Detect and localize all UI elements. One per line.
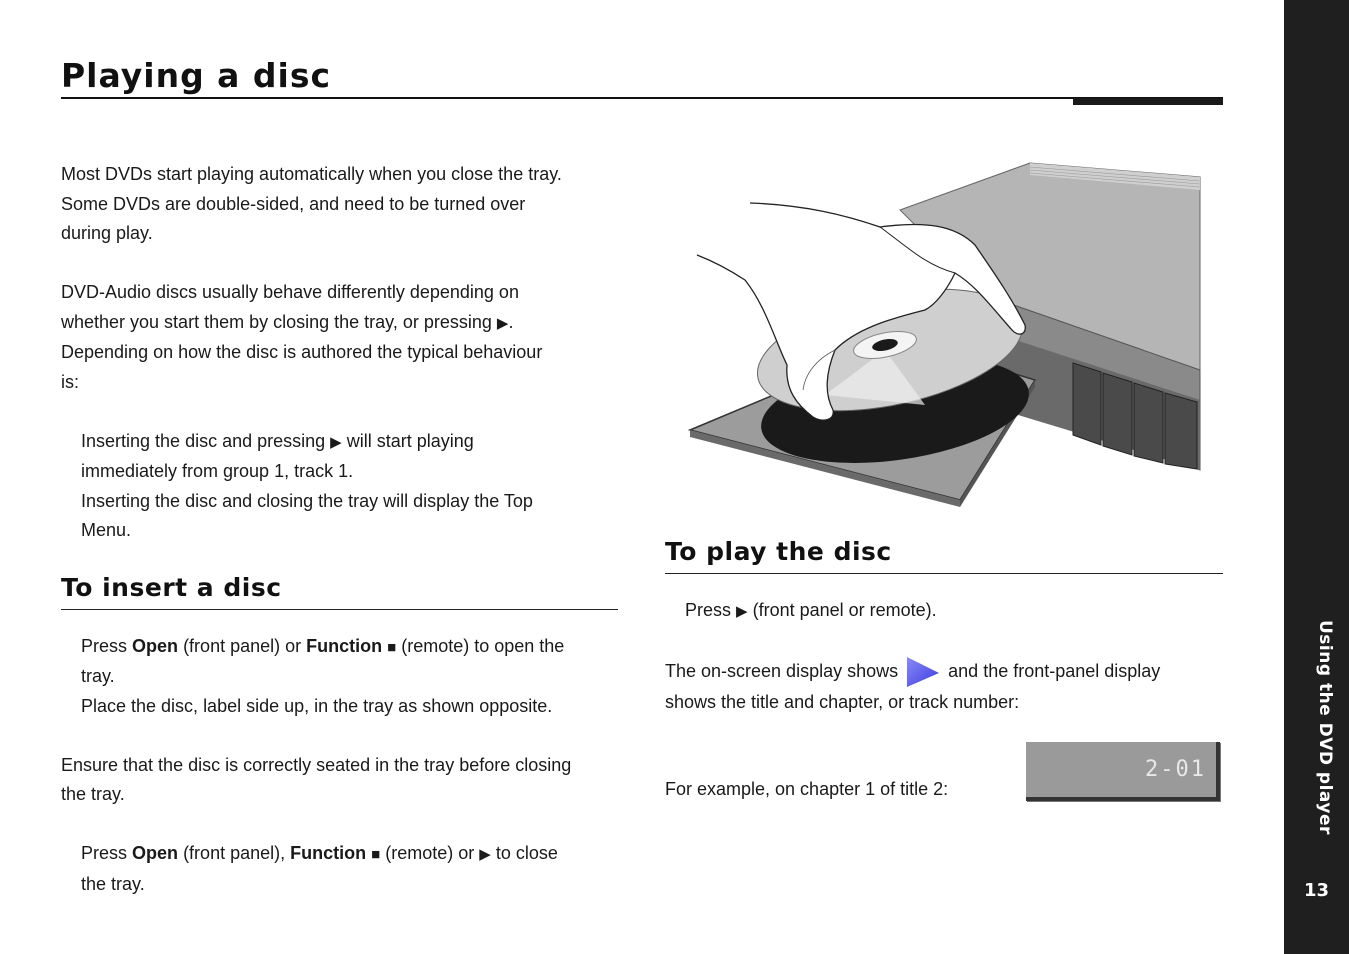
- text: Inserting the disc and pressing: [81, 430, 326, 451]
- insert-note: the tray.: [61, 784, 125, 804]
- example-text: For example, on chapter 1 of title 2:: [665, 779, 949, 799]
- close-step: [61, 839, 621, 870]
- function-key: Function: [290, 843, 367, 863]
- insert-note: Ensure that the disc is correctly seated in the tray before closing: [61, 754, 572, 775]
- left-column: [61, 160, 621, 899]
- text: will start playing: [346, 430, 474, 451]
- text: Press: [685, 600, 732, 620]
- text: (front panel) or: [183, 635, 302, 656]
- text: (front panel or remote).: [752, 600, 937, 620]
- play-symbol: ▶: [736, 603, 748, 620]
- text: and the front-panel display: [948, 660, 1161, 681]
- behaviour-item: immediately from group 1, track 1.: [81, 461, 354, 481]
- intro-line: Depending on how the disc is authored the typical behaviour: [61, 342, 543, 362]
- intro-line: during play.: [61, 223, 153, 243]
- close-step: the tray.: [81, 873, 145, 894]
- front-panel-display: [1026, 742, 1220, 801]
- intro-line: Most DVDs start playing automatically when you close the tray.: [61, 164, 562, 184]
- open-key: Open: [132, 843, 179, 863]
- side-tab-label: Using the DVD player: [1315, 620, 1335, 835]
- stop-symbol: ■: [371, 846, 381, 863]
- text: Press: [81, 843, 128, 863]
- text: Press: [81, 635, 128, 656]
- text: The on-screen display shows: [665, 660, 899, 681]
- stop-symbol: ■: [387, 638, 397, 656]
- insert-step: Place the disc, label side up, in the tray as shown opposite.: [81, 695, 553, 716]
- insert-step: tray.: [81, 666, 115, 686]
- play-symbol: ▶: [479, 846, 491, 863]
- intro-line: Some DVDs are double-sided, and need to be turned over: [61, 193, 526, 214]
- osd-description: shows the title and chapter, or track number:: [665, 692, 1020, 712]
- text: whether you start them by closing the tray, or pressing: [61, 311, 492, 332]
- play-heading: To play the disc: [665, 535, 1223, 574]
- right-column: [665, 535, 1225, 718]
- play-symbol: ▶: [330, 433, 342, 451]
- insert-heading: To insert a disc: [61, 571, 618, 610]
- behaviour-item: Menu.: [81, 520, 132, 540]
- text: to close: [495, 843, 558, 863]
- open-key: Open: [132, 635, 179, 656]
- title-rule-tab: [1073, 98, 1223, 105]
- intro-line: [61, 308, 621, 339]
- play-step: [665, 596, 1225, 627]
- play-symbol: ▶: [496, 314, 509, 332]
- play-triangle-icon: [905, 656, 941, 688]
- disc-tray-illustration: [685, 155, 1210, 515]
- page-title: Playing a disc: [61, 56, 332, 95]
- osd-description: [665, 656, 1225, 688]
- text: (remote) or: [385, 843, 475, 863]
- function-key: Function: [306, 635, 383, 656]
- text: (remote) to open the: [401, 635, 565, 656]
- page-number: 13: [1303, 880, 1330, 901]
- intro-line: is:: [61, 371, 79, 392]
- front-panel-display-text: 2-01: [1145, 757, 1206, 782]
- insert-step: [61, 632, 621, 663]
- text: .: [508, 311, 514, 332]
- intro-line: DVD-Audio discs usually behave differently depending on: [61, 282, 519, 302]
- text: (front panel),: [183, 843, 286, 863]
- title-rule: [61, 97, 1223, 99]
- behaviour-item: [61, 427, 621, 458]
- behaviour-item: Inserting the disc and closing the tray will display the Top: [81, 490, 533, 511]
